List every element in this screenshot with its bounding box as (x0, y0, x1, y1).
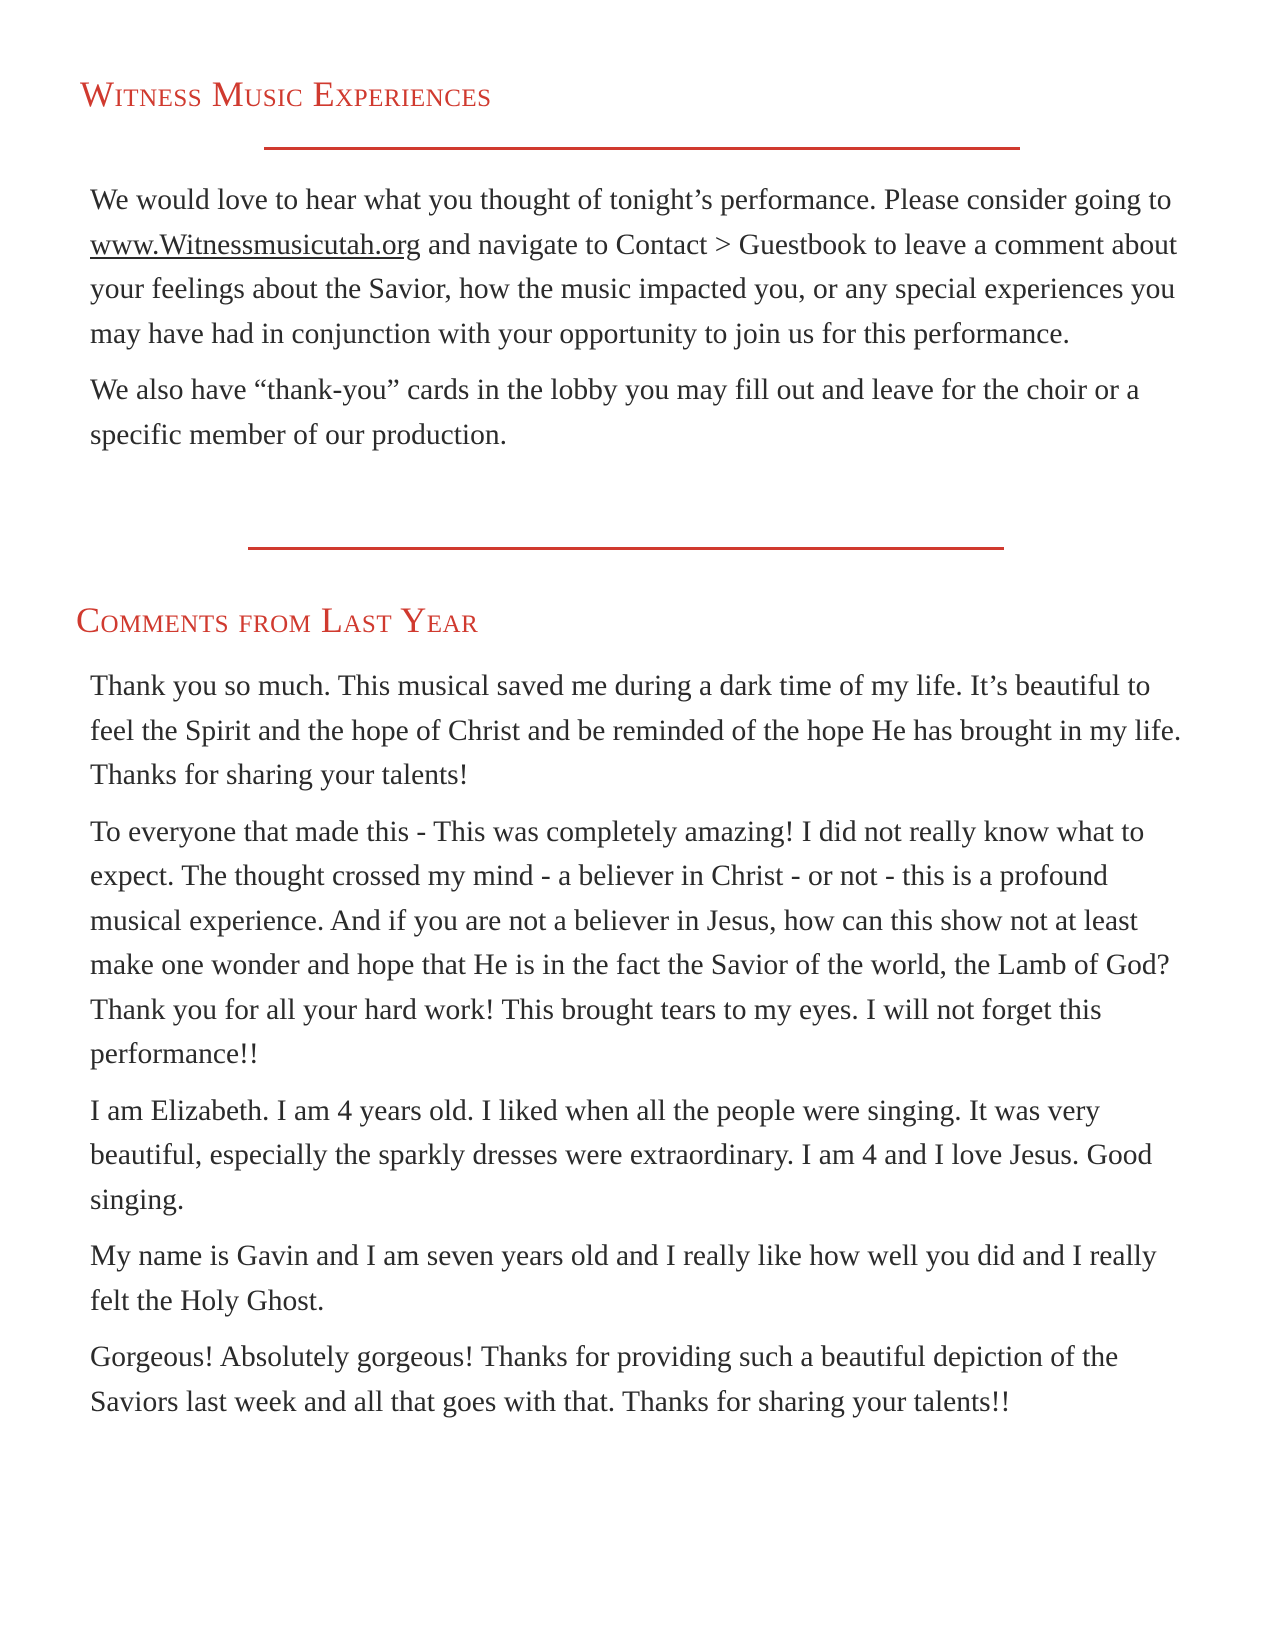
guestbook-text-after-link: and navigate to Contact > Guestbook to leave a comment about your feelings about the Savior, how the music impacted you, or any special experiences you may have had in conjunction with your opportunity to join us for this performance. (90, 228, 1178, 350)
comment-item: Thank you so much. This musical saved me during a dark time of my life. It’s beautiful to feel the Spirit and the hope of Christ and be reminded of the hope He has brought in my life. Thanks for sharing your talents! (90, 670, 1182, 791)
divider-top (264, 147, 1020, 150)
guestbook-paragraph (90, 178, 1200, 356)
section-heading-witness-music-experiences: Witness Music Experiences (80, 74, 492, 114)
comment-item: My name is Gavin and I am seven years old and I really like how well you did and I really felt the Holy Ghost. (90, 1240, 1157, 1317)
website-link[interactable]: www.Witnessmusicutah.org (90, 228, 421, 261)
divider-middle (248, 547, 1004, 550)
guestbook-text-before-link: We would love to hear what you thought of tonight’s performance. Please consider going to (90, 184, 1172, 216)
comment-item: To everyone that made this - This was completely amazing! I did not really know what to expect. The thought crossed my mind - a believer in Christ - or not - this is a profound musical experience. And if you are not a believer in Jesus, how can this show not at least make one wonder and hope that He is in the fact the Savior of the world, the Lamb of God? Thank you for all your hard work! This brought tears to my eyes. I will not forget this performance!! (90, 815, 1170, 1070)
comments-list (90, 664, 1200, 1436)
comment-item: I am Elizabeth. I am 4 years old. I liked when all the people were singing. It was very beautiful, especially the sparkly dresses were extraordinary. I am 4 and I love Jesus. Good singing. (90, 1094, 1153, 1216)
thank-you-cards-paragraph: We also have “thank-you” cards in the lobby you may fill out and leave for the choir or a specific member of our production. (90, 374, 1140, 451)
guestbook-invitation (90, 178, 1200, 469)
section-heading-comments-from-last-year: Comments from Last Year (76, 600, 479, 640)
comment-item: Gorgeous! Absolutely gorgeous! Thanks for providing such a beautiful depiction of the Saviors last week and all that goes with that. Thanks for sharing your talents!! (90, 1341, 1119, 1418)
